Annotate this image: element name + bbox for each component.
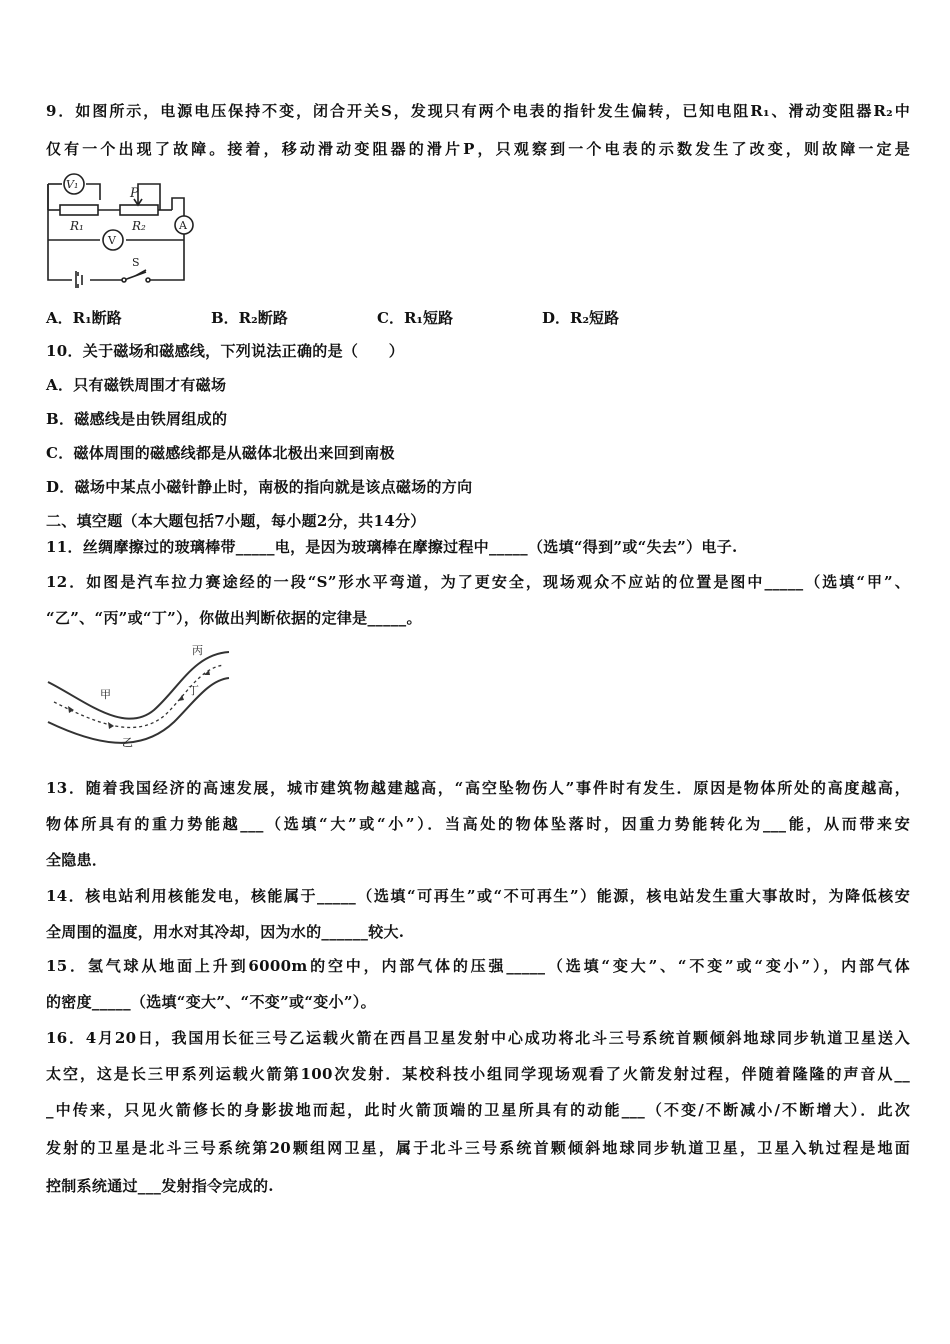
q13-line-2: 物体所具有的重力势能越___（选填“大”或“小”）．当高处的物体坠落时，因重力势能转化为___能，从而带来安 (46, 815, 910, 833)
label-bing: 丙 (192, 644, 203, 657)
label-r2: R₂ (132, 219, 146, 233)
q10-option-a: A．只有磁铁周围才有磁场 (46, 376, 227, 394)
q10-option-b: B．磁感线是由铁屑组成的 (46, 410, 228, 428)
q9-line-2: 仅有一个出现了故障。接着，移动滑动变阻器的滑片P，只观察到一个电表的示数发生了改变，则故障一定是 (46, 140, 910, 158)
label-p: P (130, 186, 139, 201)
label-jia: 甲 (100, 688, 111, 701)
s-curve-road-diagram (44, 640, 234, 755)
label-s: S (132, 256, 140, 269)
q10-stem: 10．关于磁场和磁感线，下列说法正确的是（ ） (46, 342, 405, 360)
q13-line-3: 全隐患． (46, 851, 108, 869)
q12-line-1: 12．如图是汽车拉力赛途经的一段“S”形水平弯道，为了更安全，现场观众不应站的位置是图中_____（选填“甲”、 (46, 573, 910, 591)
q9-option-d: D．R₂短路 (542, 309, 620, 327)
q10-option-d: D．磁场中某点小磁针静止时，南极的指向就是该点磁场的方向 (46, 478, 473, 496)
q10-option-c: C．磁体周围的磁感线都是从磁体北极出来回到南极 (46, 444, 395, 462)
q9-line-1: 9．如图所示，电源电压保持不变，闭合开关S，发现只有两个电表的指针发生偏转，已知电阻R₁、滑动变阻器R₂中 (46, 102, 910, 120)
q9-option-b: B．R₂断路 (211, 309, 288, 327)
q12-line-2: “乙”、“丙”或“丁”），你做出判断依据的定律是_____。 (46, 609, 422, 627)
q9-option-a: A．R₁断路 (46, 309, 122, 327)
q16-line-2: 太空，这是长三甲系列运载火箭第100次发射．某校科技小组同学现场观看了火箭发射过程，伴随着隆隆的声音从__ (46, 1065, 910, 1083)
label-r1: R₁ (70, 219, 84, 233)
q14-line-2: 全周围的温度，用水对其冷却，因为水的______较大. (46, 923, 405, 941)
q16-line-3: _中传来，只见火箭修长的身影拔地而起，此时火箭顶端的卫星所具有的动能___（不变/不断减小/不断增大）．此次 (46, 1101, 910, 1119)
q15-line-1: 15．氢气球从地面上升到6000m的空中，内部气体的压强_____（选填“变大”、“不变”或“变小”），内部气体 (46, 957, 910, 975)
label-v: V (108, 234, 116, 247)
q15-line-2: 的密度_____（选填“变大”、“不变”或“变小”）。 (46, 993, 376, 1011)
q16-line-1: 16．4月20日，我国用长征三号乙运载火箭在西昌卫星发射中心成功将北斗三号系统首颗倾斜地球同步轨道卫星送入 (46, 1029, 910, 1047)
q16-line-5: 控制系统通过___发射指令完成的. (46, 1177, 274, 1195)
q13-line-1: 13．随着我国经济的高速发展，城市建筑物越建越高，“高空坠物伤人”事件时有发生．原因是物体所处的高度越高， (46, 779, 910, 797)
label-yi: 乙 (122, 736, 133, 749)
circuit-diagram (42, 170, 194, 288)
q14-line-1: 14．核电站利用核能发电，核能属于_____（选填“可再生”或“不可再生”）能源，核电站发生重大事故时，为降低核安 (46, 887, 910, 905)
section-heading: 二、填空题（本大题包括7小题，每小题2分，共14分） (46, 512, 426, 530)
label-a: A (179, 219, 187, 232)
q16-line-4: 发射的卫星是北斗三号系统第20颗组网卫星，属于北斗三号系统首颗倾斜地球同步轨道卫星，卫星入轨过程是地面 (46, 1139, 910, 1157)
label-ding: 丁 (188, 684, 199, 697)
label-v1: V₁ (66, 178, 79, 191)
q11-text: 11．丝绸摩擦过的玻璃棒带_____电，是因为玻璃棒在摩擦过程中_____（选填“得到”或“失去”）电子. (46, 538, 738, 556)
q9-option-c: C．R₁短路 (377, 309, 453, 327)
